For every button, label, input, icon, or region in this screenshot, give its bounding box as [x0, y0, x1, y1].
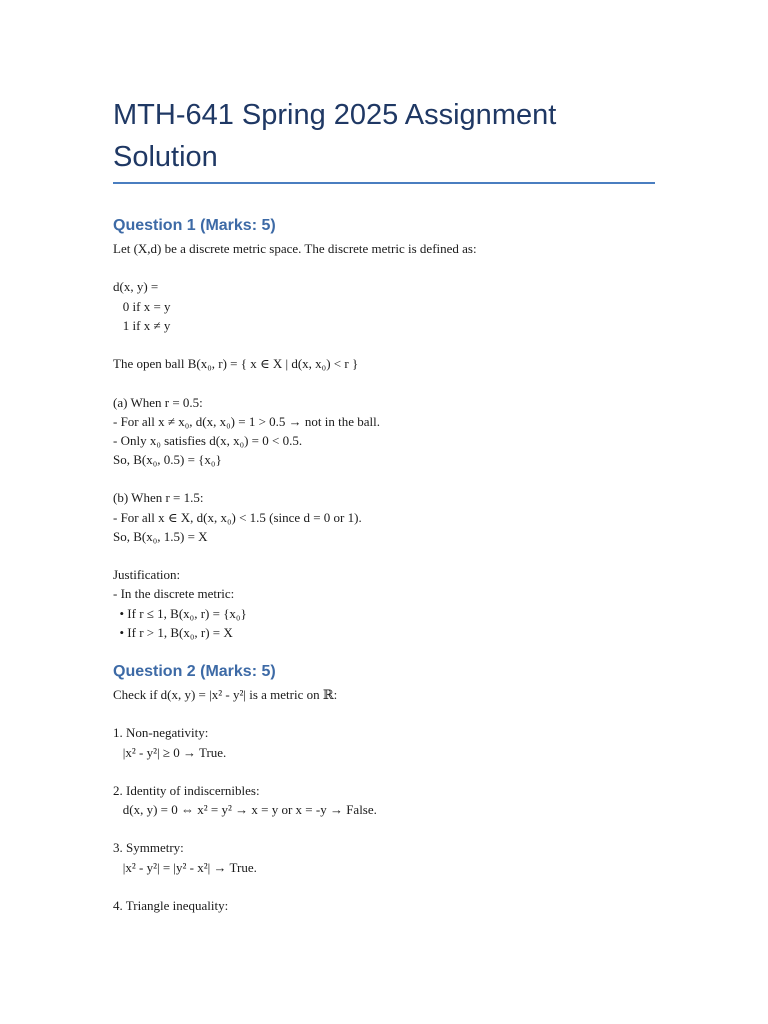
- text-line: [113, 819, 656, 838]
- question-1-heading: Question 1 (Marks: 5): [113, 217, 276, 234]
- text-line: (a) When r = 0.5:: [113, 394, 203, 410]
- text-line: • If r > 1, B(x₀, r) = X: [113, 624, 233, 640]
- text-line: - Only x₀ satisfies d(x, x₀) = 0 < 0.5.: [113, 432, 303, 448]
- text-line: Justification:: [113, 567, 181, 583]
- text-line: (b) When r = 1.5:: [113, 490, 204, 506]
- text-line: • If r ≤ 1, B(x₀, r) = {x₀}: [113, 605, 247, 621]
- text-line: 0 if x = y: [113, 298, 171, 314]
- text-line: [113, 877, 656, 896]
- text-line: |x² - y²| = |y² - x²| → True.: [113, 859, 257, 875]
- text-line: 1 if x ≠ y: [113, 317, 171, 333]
- question-2-heading: Question 2 (Marks: 5): [113, 662, 276, 680]
- document-title: MTH-641 Spring 2025 Assignment Solution: [113, 99, 557, 173]
- text-line: 1. Non-negativity:: [113, 725, 209, 741]
- text-line: 4. Triangle inequality:: [113, 898, 229, 913]
- title-divider: [113, 182, 655, 184]
- text-line: 3. Symmetry:: [113, 840, 184, 856]
- text-line: Let (X,d) be a discrete metric space. The discrete metric is defined as:: [113, 241, 477, 256]
- question-2-section: [113, 662, 656, 915]
- text-line: [113, 762, 656, 781]
- text-line: |x² - y²| ≥ 0 → True.: [113, 744, 227, 760]
- question-1-body: [113, 239, 656, 642]
- text-line: [113, 546, 656, 565]
- question-1-section: [113, 216, 656, 642]
- text-line: So, B(x₀, 0.5) = {x₀}: [113, 452, 222, 468]
- text-line: [113, 335, 656, 354]
- text-line: [113, 704, 656, 723]
- text-line: So, B(x₀, 1.5) = X: [113, 528, 208, 544]
- text-line: [113, 258, 656, 277]
- text-line: - In the discrete metric:: [113, 586, 235, 602]
- text-line: 2. Identity of indiscernibles:: [113, 782, 260, 798]
- text-line: - For all x ≠ x₀, d(x, x₀) = 1 > 0.5 → not in the ball.: [113, 413, 381, 429]
- text-line: - For all x ∈ X, d(x, x₀) < 1.5 (since d = 0 or 1).: [113, 509, 362, 525]
- text-line: The open ball B(x₀, r) = { x ∈ X | d(x, x₀) < r }: [113, 356, 359, 372]
- text-line: d(x, y) = 0 ⇔ x² = y² → x = y or x = -y → False.: [113, 802, 377, 818]
- text-line: [113, 373, 656, 392]
- text-line: [113, 469, 656, 488]
- text-line: Check if d(x, y) = |x² - y²| is a metric on ℝ:: [113, 686, 338, 702]
- text-line: d(x, y) =: [113, 279, 159, 295]
- question-2-body: [113, 685, 656, 915]
